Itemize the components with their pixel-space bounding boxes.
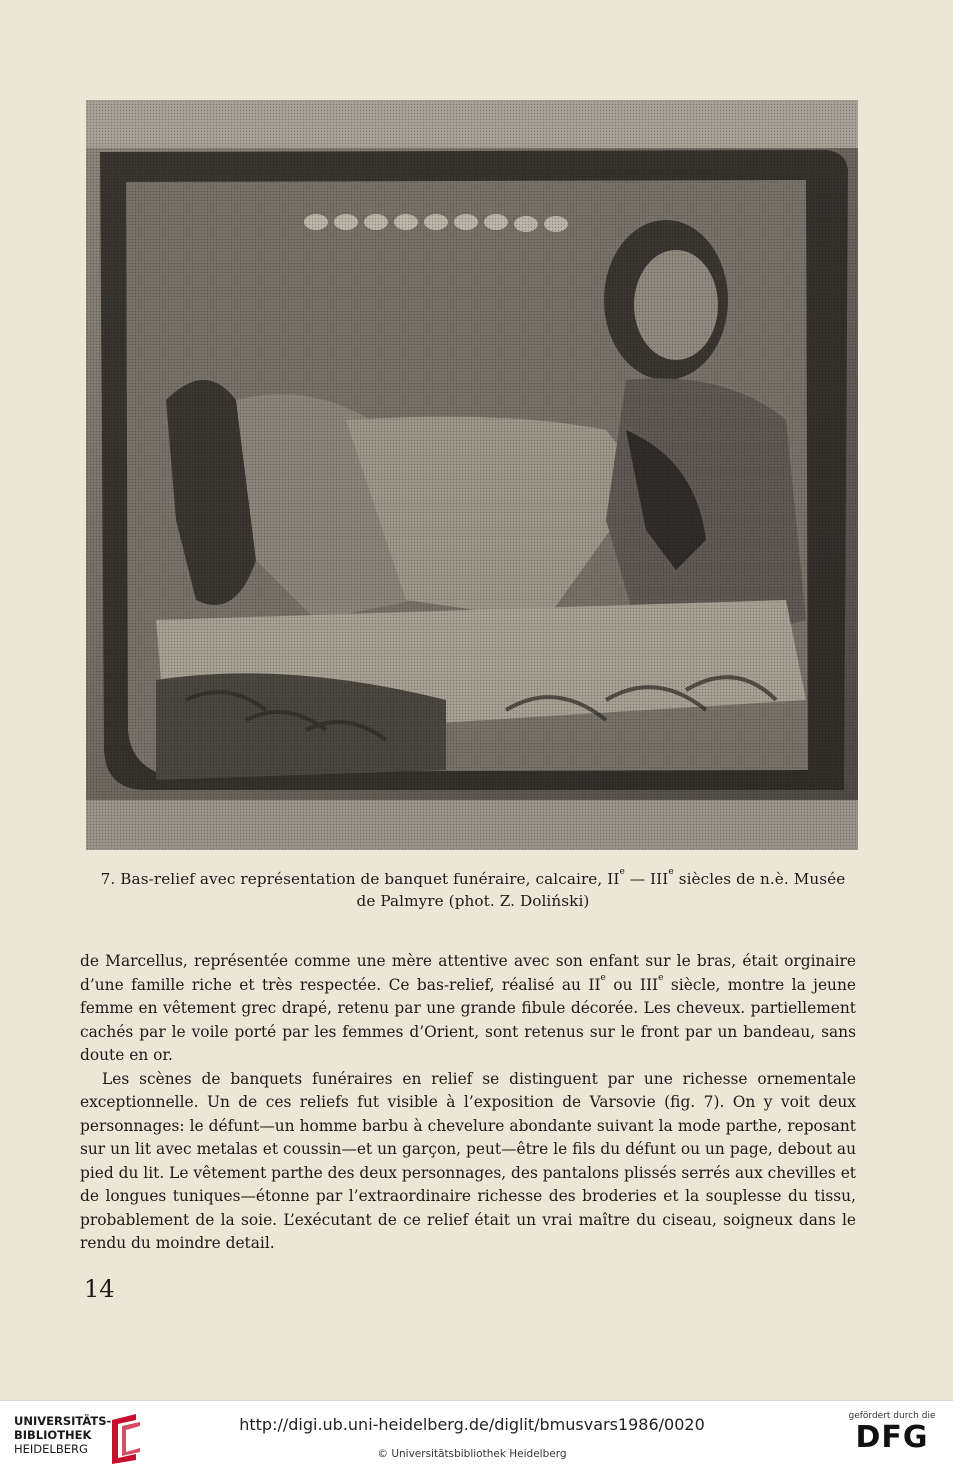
body-text: [80, 950, 856, 1256]
funder-label: gefördert durch die: [848, 1411, 936, 1421]
figure-photo: [86, 100, 858, 850]
paragraph-1-text-a: de Marcellus, représentée comme une mère attentive avec son enfant sur le bras, était orginaire d’une famille riche et très respectée. Ce bas-relief, réalisé au II: [80, 952, 856, 994]
caption-text-a: 7. Bas-relief avec représentation de banquet funéraire, calcaire, II: [100, 870, 620, 888]
bas-relief-image: [86, 100, 858, 850]
library-name: [14, 1414, 111, 1456]
figure-caption: [80, 868, 866, 912]
caption-superscript-1: e: [619, 867, 625, 877]
library-line-3: HEIDELBERG: [14, 1442, 88, 1456]
paragraph-2: Les scènes de banquets funéraires en relief se distinguent par une richesse ornementale exceptionnelle. Un de ces reliefs fut visible à l’exposition de Varsovie (fig. 7). On y voit deux personnages: le défunt—un homme barbu à chevelure abondante suivant la mode parthe, reposant sur un lit avec metalas et coussin—et un garçon, peut—être le fils du défunt ou un page, debout au pied du lit. Le vêtement parthe des deux personnages, des pantalons plissés serrés aux chevilles et de longues tuniques—étonne par l’extraordinaire richesse des broderies et la souplesse du tissu, probablement de la soie. L’exécutant de ce relief était un vrai maître du ciseau, soigneux dans le rendu du moindre detail.: [80, 1069, 856, 1252]
caption-text-c: siècles de n.è. Musée: [673, 870, 846, 888]
copyright-notice: © Universitätsbibliothek Heidelberg: [377, 1448, 567, 1460]
permalink-url[interactable]: http://digi.ub.uni-heidelberg.de/diglit/bmusvars1986/0020: [239, 1415, 705, 1434]
dfg-logo[interactable]: [842, 1411, 942, 1467]
caption-line-1: [80, 868, 866, 890]
paragraph-1-superscript-1: e: [600, 972, 606, 983]
caption-text-b: — III: [624, 870, 669, 888]
funder-name: DFG: [855, 1420, 929, 1455]
caption-line-2: de Palmyre (phot. Z. Doliński): [356, 892, 590, 910]
library-logo[interactable]: [14, 1412, 234, 1464]
paragraph-1-superscript-2: e: [658, 972, 664, 983]
library-line-1: UNIVERSITÄTS-: [14, 1414, 112, 1428]
library-mark-icon: [102, 1412, 144, 1464]
page-number: 14: [84, 1275, 115, 1303]
library-line-2: BIBLIOTHEK: [14, 1428, 92, 1442]
paragraph-1-text-c: siècle, montre la jeune femme en vêtement grec drapé, retenu par une grande fibule décorée. Les cheveux. partiellement cachés par le voile porté par les femmes d’Orient, sont retenus sur le front par un bandeau, sans doute en or.: [80, 975, 856, 1064]
caption-superscript-2: e: [668, 867, 674, 877]
paragraph-1-text-b: ou III: [605, 975, 659, 994]
viewer-footer: [0, 1400, 953, 1474]
paragraph-1: [80, 950, 856, 1068]
